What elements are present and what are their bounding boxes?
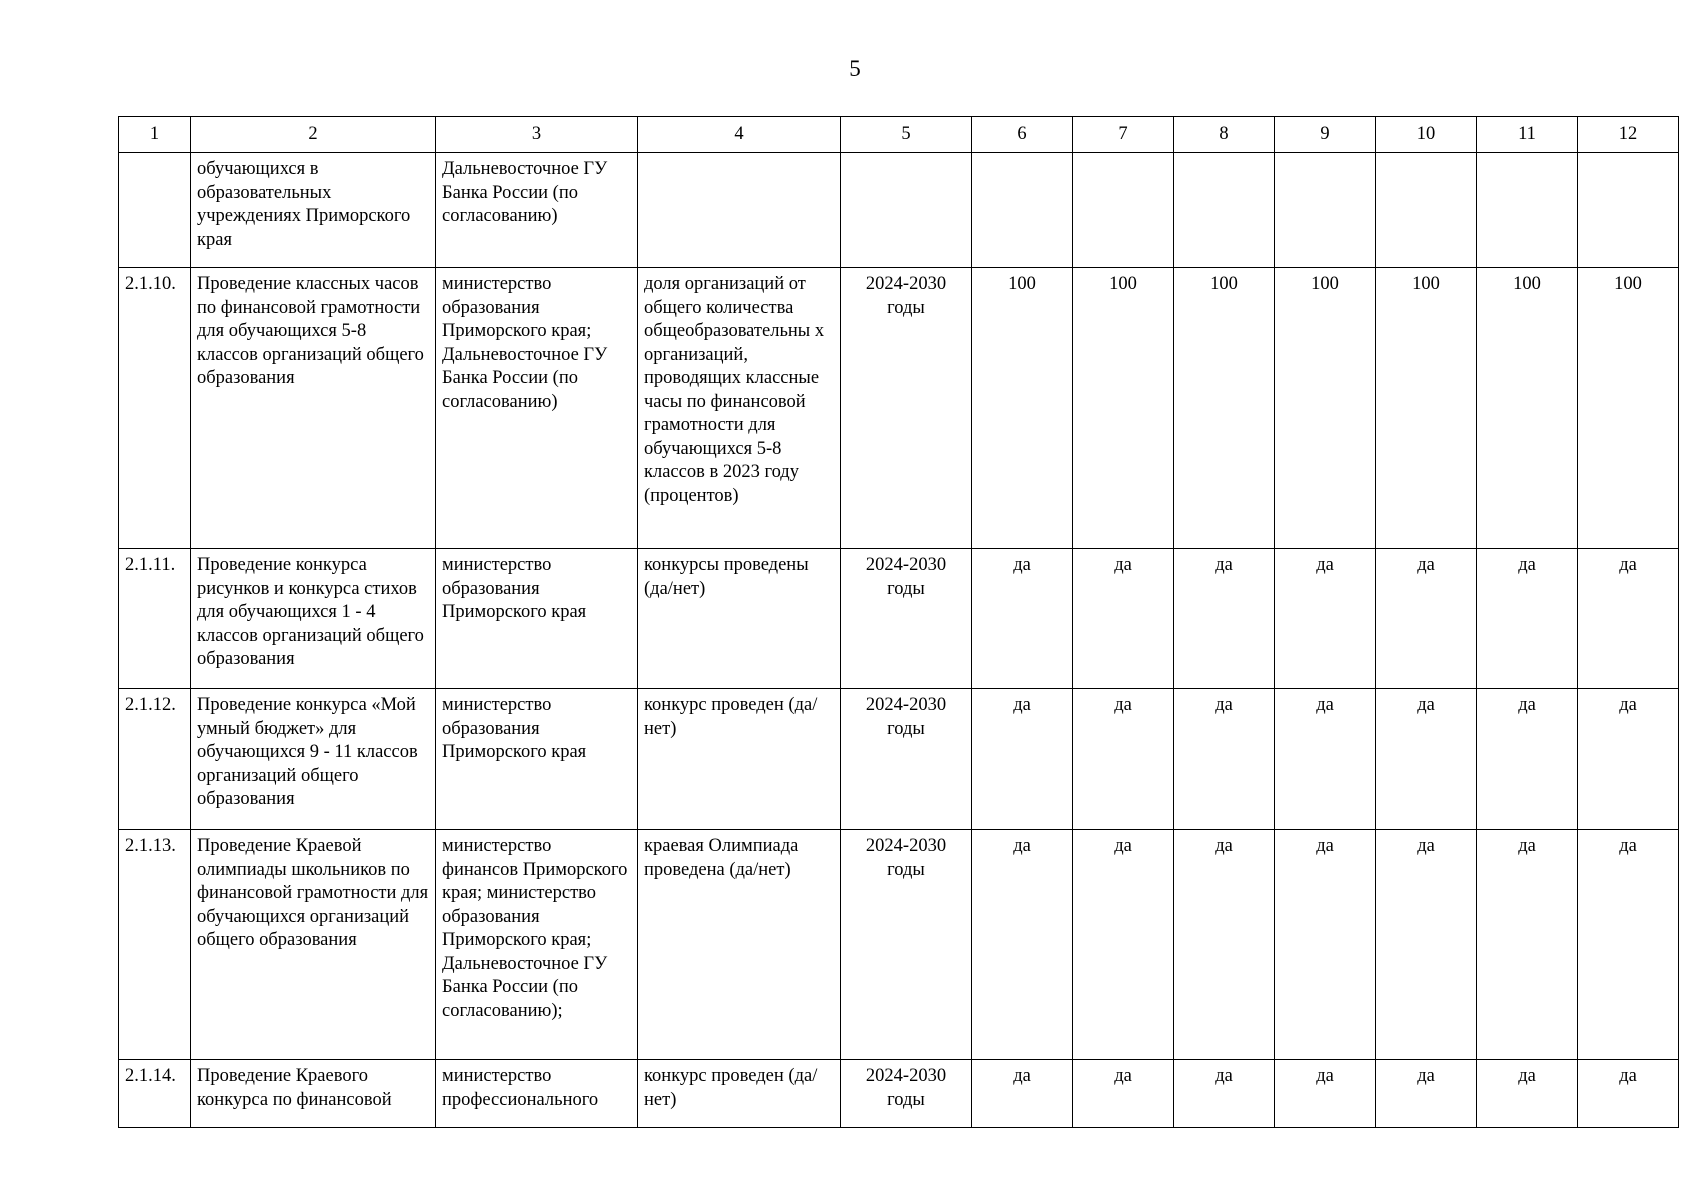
row-number: 2.1.13. <box>119 830 191 1060</box>
year-value: да <box>1275 689 1376 830</box>
year-value <box>1174 153 1275 268</box>
year-value: да <box>1174 689 1275 830</box>
executor: министерство образования Приморского края; Дальневосточное ГУ Банка России (по согласованию) <box>436 268 638 549</box>
year-value: 100 <box>1578 268 1679 549</box>
executor: министерство финансов Приморского края; министерство образования Приморского края; Дальневосточное ГУ Банка России (по согласованию); <box>436 830 638 1060</box>
activity-name: Проведение Краевого конкурса по финансовой <box>191 1060 436 1128</box>
year-value: да <box>1376 1060 1477 1128</box>
row-number: 2.1.14. <box>119 1060 191 1128</box>
year-value: 100 <box>1376 268 1477 549</box>
executor: министерство профессионального <box>436 1060 638 1128</box>
column-header: 4 <box>638 117 841 153</box>
year-value: да <box>1477 689 1578 830</box>
year-value: да <box>972 549 1073 689</box>
row-number <box>119 153 191 268</box>
table-row <box>119 153 1679 268</box>
year-value: да <box>1275 830 1376 1060</box>
column-header: 6 <box>972 117 1073 153</box>
year-value: 100 <box>1073 268 1174 549</box>
year-value: да <box>1174 830 1275 1060</box>
activity-name: Проведение конкурса рисунков и конкурса стихов для обучающихся 1 - 4 классов организаций общего образования <box>191 549 436 689</box>
indicator: краевая Олимпиада проведена (да/нет) <box>638 830 841 1060</box>
period: 2024-2030 годы <box>841 549 972 689</box>
column-header: 8 <box>1174 117 1275 153</box>
column-header: 3 <box>436 117 638 153</box>
period: 2024-2030 годы <box>841 830 972 1060</box>
column-header: 1 <box>119 117 191 153</box>
table-row <box>119 549 1679 689</box>
year-value: да <box>1073 549 1174 689</box>
year-value: да <box>1073 689 1174 830</box>
year-value: да <box>1578 830 1679 1060</box>
year-value <box>1578 153 1679 268</box>
column-header: 11 <box>1477 117 1578 153</box>
year-value: да <box>972 689 1073 830</box>
period: 2024-2030 годы <box>841 689 972 830</box>
column-header: 12 <box>1578 117 1679 153</box>
executor: Дальневосточное ГУ Банка России (по согласованию) <box>436 153 638 268</box>
year-value: да <box>1275 1060 1376 1128</box>
year-value: да <box>1073 1060 1174 1128</box>
year-value: да <box>1376 689 1477 830</box>
row-number: 2.1.10. <box>119 268 191 549</box>
column-header: 9 <box>1275 117 1376 153</box>
row-number: 2.1.12. <box>119 689 191 830</box>
year-value: да <box>1073 830 1174 1060</box>
table-row <box>119 268 1679 549</box>
table-row <box>119 689 1679 830</box>
activity-name: Проведение конкурса «Мой умный бюджет» для обучающихся 9 - 11 классов организаций общего образования <box>191 689 436 830</box>
activity-name: Проведение классных часов по финансовой грамотности для обучающихся 5-8 классов организаций общего образования <box>191 268 436 549</box>
indicator <box>638 153 841 268</box>
activity-name: обучающихся в образовательных учреждениях Приморского края <box>191 153 436 268</box>
year-value <box>1073 153 1174 268</box>
column-header: 7 <box>1073 117 1174 153</box>
year-value: да <box>1174 1060 1275 1128</box>
year-value: да <box>1275 549 1376 689</box>
activity-name: Проведение Краевой олимпиады школьников по финансовой грамотности для обучающихся организаций общего образования <box>191 830 436 1060</box>
year-value: да <box>972 830 1073 1060</box>
column-header: 10 <box>1376 117 1477 153</box>
year-value <box>1477 153 1578 268</box>
executor: министерство образования Приморского края <box>436 689 638 830</box>
header-row <box>119 117 1679 153</box>
year-value <box>972 153 1073 268</box>
year-value: да <box>972 1060 1073 1128</box>
year-value: да <box>1477 830 1578 1060</box>
table-row <box>119 1060 1679 1128</box>
row-number: 2.1.11. <box>119 549 191 689</box>
year-value <box>1376 153 1477 268</box>
year-value: 100 <box>1477 268 1578 549</box>
year-value: 100 <box>972 268 1073 549</box>
activities-table <box>118 116 1679 1128</box>
indicator: конкурсы проведены (да/нет) <box>638 549 841 689</box>
year-value: 100 <box>1174 268 1275 549</box>
page-number: 5 <box>849 56 861 81</box>
table-row <box>119 830 1679 1060</box>
year-value: да <box>1578 1060 1679 1128</box>
year-value <box>1275 153 1376 268</box>
column-header: 5 <box>841 117 972 153</box>
year-value: да <box>1578 689 1679 830</box>
executor: министерство образования Приморского края <box>436 549 638 689</box>
column-header: 2 <box>191 117 436 153</box>
period: 2024-2030 годы <box>841 1060 972 1128</box>
year-value: 100 <box>1275 268 1376 549</box>
year-value: да <box>1376 830 1477 1060</box>
year-value: да <box>1477 1060 1578 1128</box>
period <box>841 153 972 268</box>
indicator: доля организаций от общего количества общеобразовательны х организаций, проводящих классные часы по финансовой грамотности для обучающихся 5-8 классов в 2023 году (процентов) <box>638 268 841 549</box>
year-value: да <box>1477 549 1578 689</box>
year-value: да <box>1376 549 1477 689</box>
year-value: да <box>1174 549 1275 689</box>
indicator: конкурс проведен (да/нет) <box>638 1060 841 1128</box>
period: 2024-2030 годы <box>841 268 972 549</box>
year-value: да <box>1578 549 1679 689</box>
indicator: конкурс проведен (да/нет) <box>638 689 841 830</box>
